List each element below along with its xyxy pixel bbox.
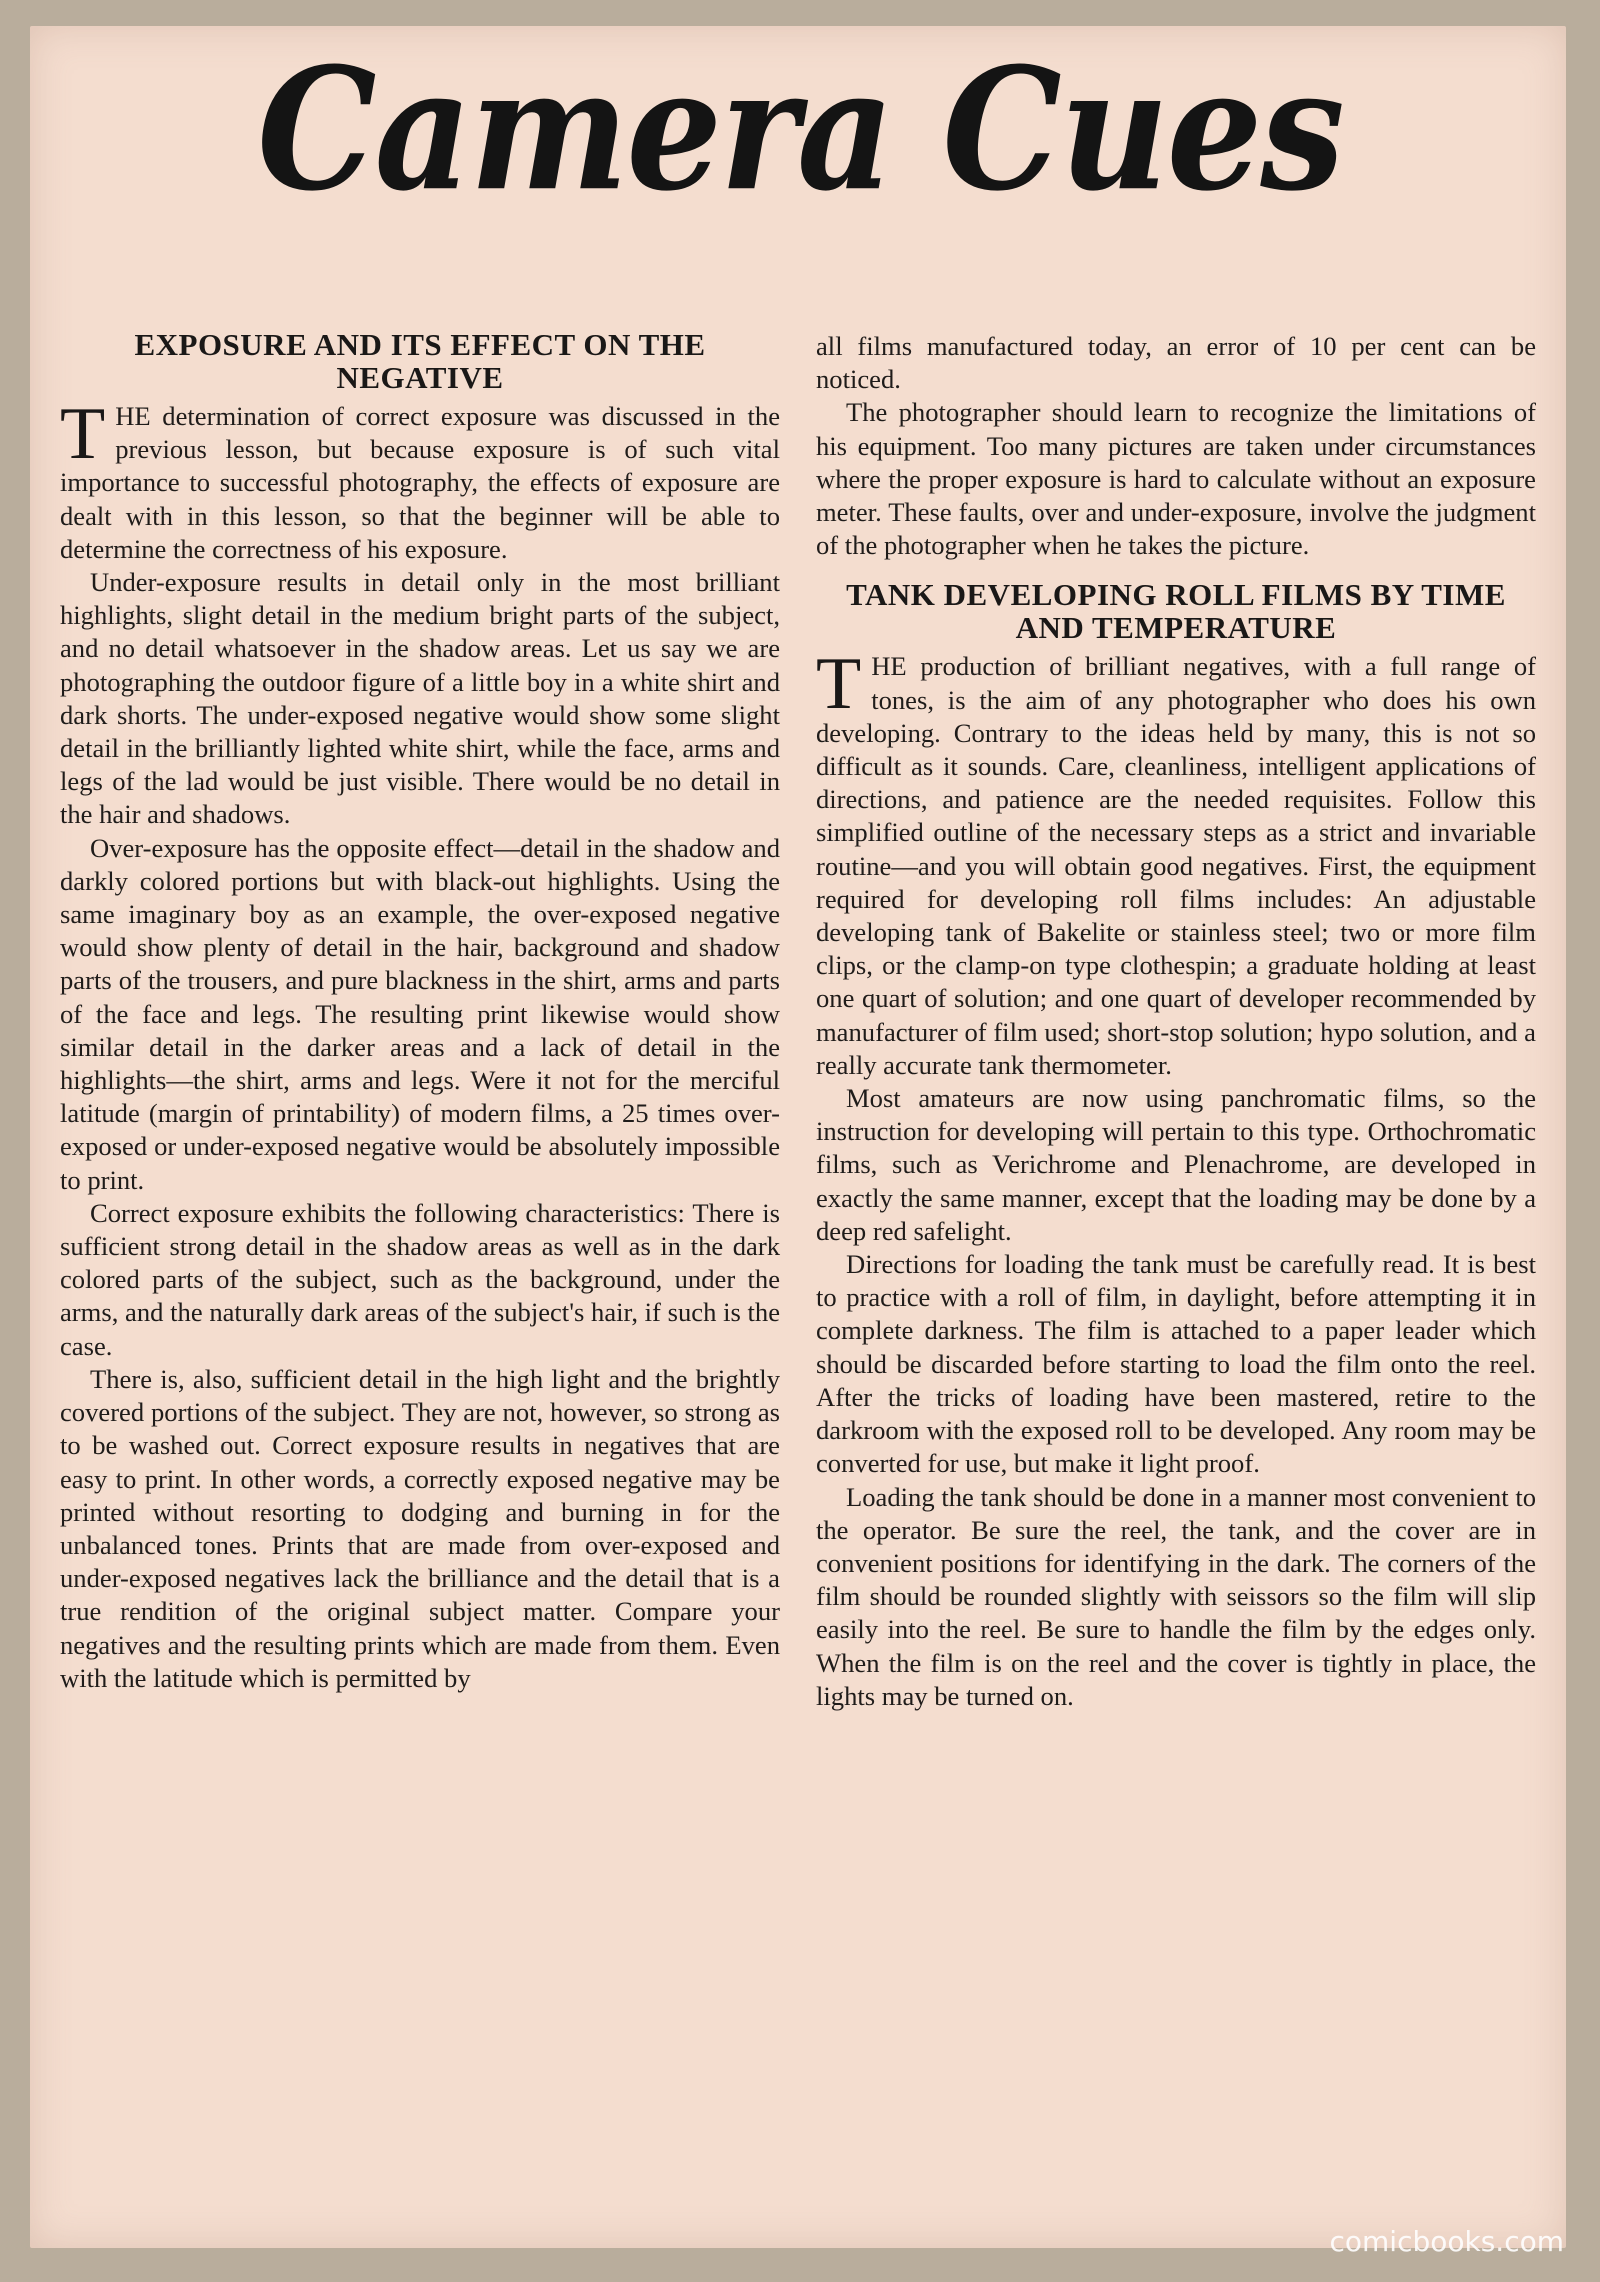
watermark: comicbooks.com [1329, 2225, 1564, 2258]
section-heading-exposure: EXPOSURE AND ITS EFFECT ON THE NEGATIVE [134, 327, 706, 395]
lead-text: HE production of brilliant negatives, with a full range of tones, is the aim of any photographer who does his own developing. Contrary to the ideas held by many, this is not so difficult as it sounds. Care, cleanliness, intelligent applications of directions, and patience are the needed requisites. Follow this simplified outline of the necessary steps as a strict and invariable routine—and you will obtain good negatives. First, the equipment required for developing roll films includes: An adjustable developing tank of Bakelite or stainless steel; two or more film clips, or the clamp-on type clothespin; a graduate holding at least one quart of solution; and one quart of developer recommended by manufacturer of film used; short-stop solution; hypo solution, and a really accurate tank thermometer. [816, 651, 1536, 1080]
paragraph-correct-exposure: Correct exposure exhibits the following characteristics: There is sufficient strong detail in the shadow areas as well as in the dark colored parts of the subject, such as the background, under the arms, and the naturally dark areas of the subject's hair, if such is the case. [60, 1197, 780, 1361]
drop-cap: T [60, 393, 106, 475]
paragraph-loading-directions: Directions for loading the tank must be carefully read. It is best to practice with a roll of film, in daylight, before attempting it in complete darkness. The film is attached to a paper leader which should be discarded before starting to load the film onto the reel. After the tricks of loading have been mastered, retire to the darkroom with the exposed roll to be developed. Any room may be converted for use, but make it light proof. [816, 1249, 1536, 1479]
section-heading-tank-developing: TANK DEVELOPING ROLL FILMS BY TIME AND TEMPERATURE [846, 577, 1506, 646]
left-column [60, 328, 780, 1695]
paragraph-panchromatic: Most amateurs are now using panchromatic films, so the instruction for developing will pertain to this type. Orthochromatic films, such as Verichrome and Plenachrome, are developed in exactly the same manner, except that the loading may be done by a deep red safelight. [816, 1083, 1536, 1246]
paragraph-loading-tank: Loading the tank should be done in a manner most convenient to the operator. Be sure the reel, the tank, and the cover are in convenient positions for identifying in the dark. The corners of the film should be rounded slightly with seissors so the film will slip easily into the reel. Be sure to handle the film by the edges only. When the film is on the reel and the cover is tightly in place, the lights may be turned on. [816, 1481, 1536, 1711]
drop-cap: T [816, 643, 862, 726]
paragraph-equipment-limitations: The photographer should learn to recognize the limitations of his equipment. Too many pictures are taken under circumstances where the proper exposure is hard to calculate without an exposure meter. These faults, over and under-exposure, involve the judgment of the photographer when he takes the picture. [816, 397, 1536, 561]
right-column [816, 330, 1536, 1713]
tank-lead-paragraph [816, 643, 1536, 1082]
paragraph-over-exposure: Over-exposure has the opposite effect—detail in the shadow and darkly colored portions but with black-out highlights. Using the same imaginary boy as an example, the over-exposed negative would show plenty of detail in the hair, background and shadow parts of the trousers, and pure blackness in the shirt, arms and parts of the face and legs. The resulting print likewise would show similar detail in the darker areas and a lack of detail in the highlights—the shirt, arms and legs. Were it not for the merciful latitude (margin of printability) of modern films, a 25 times over-exposed or under-exposed negative would be absolutely impossible to print. [60, 832, 780, 1195]
paragraph-highlight-detail: There is, also, sufficient detail in the high light and the brightly covered portions of the subject. They are not, however, so strong as to be washed out. Correct exposure results in negatives that are easy to print. In other words, a correctly exposed negative may be printed without resorting to dodging and burning in for the unbalanced tones. Prints that are made from over-exposed and under-exposed negatives lack the brilliance and the detail that is a true rendition of the original subject matter. Compare your negatives and the resulting prints which are made from them. Even with the latitude which is permitted by [60, 1363, 780, 1693]
page-title: Camera Cues [257, 31, 1343, 229]
paragraph-under-exposure: Under-exposure results in detail only in the most brilliant highlights, slight detail in the medium bright parts of the subject, and no detail whatsoever in the shadow areas. Let us say we are photographing the outdoor figure of a little boy in a white shirt and dark shorts. The under-exposed negative would show some slight detail in the brilliantly lighted white shirt, while the face, arms and legs of the lad would be just visible. There would be no detail in the hair and shadows. [60, 567, 780, 830]
lead-text: HE determination of correct exposure was discussed in the previous lesson, but because exposure is of such vital importance to successful photography, the effects of exposure are dealt with in this lesson, so that the beginner will be able to determine the correctness of his exposure. [60, 401, 780, 564]
paragraph-continued: all films manufactured today, an error of 10 per cent can be noticed. [816, 331, 1536, 395]
exposure-lead-paragraph [60, 393, 780, 566]
